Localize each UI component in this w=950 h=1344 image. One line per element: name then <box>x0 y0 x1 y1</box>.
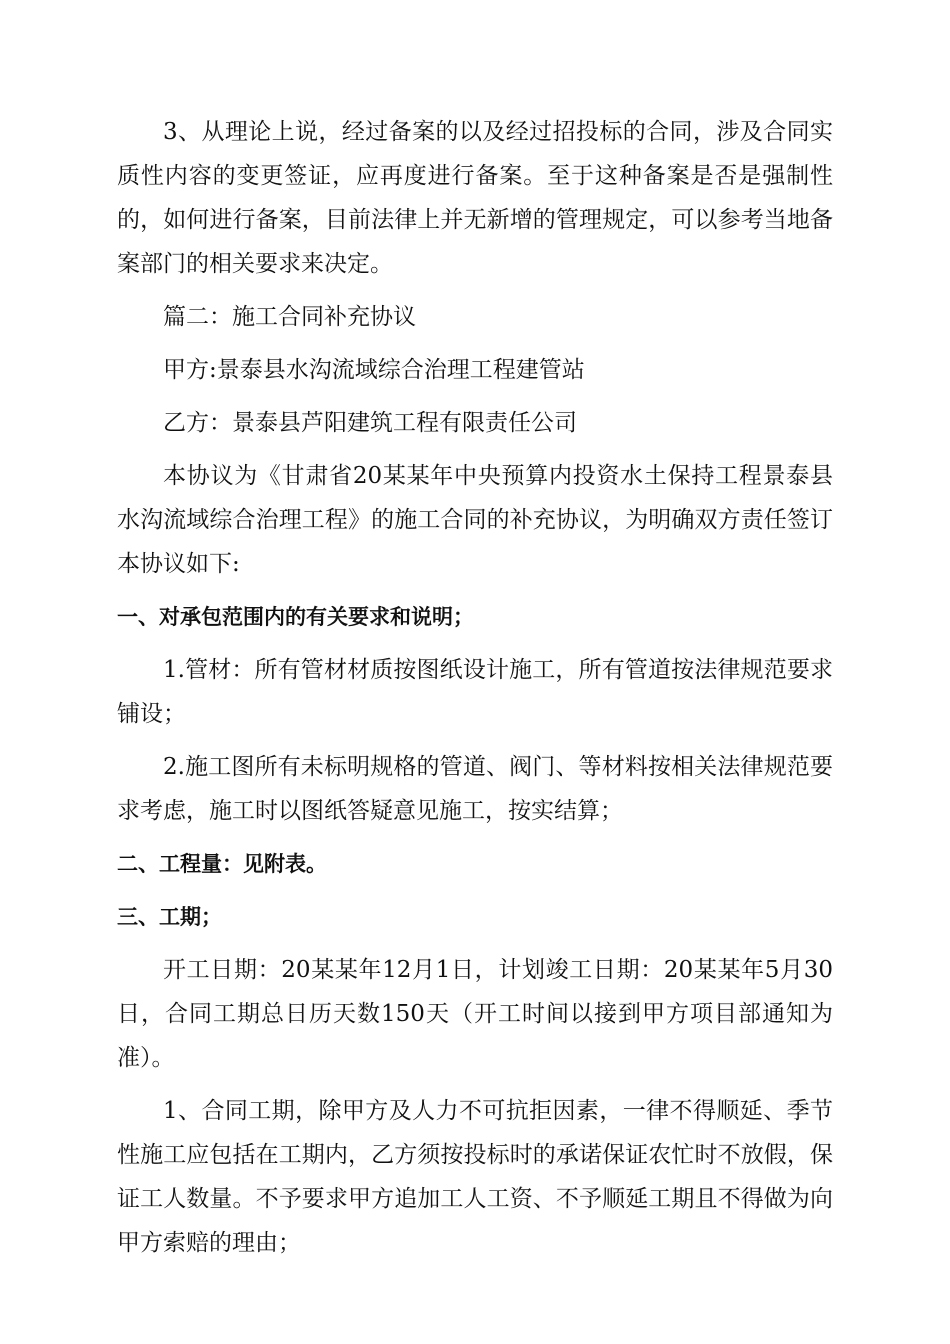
paragraph-pipe-materials: 1.管材：所有管材材质按图纸设计施工，所有管道按法律规范要求铺设； <box>117 657 833 727</box>
party-a: 甲方:景泰县水沟流域综合治理工程建管站 <box>163 357 585 383</box>
heading-schedule: 三、工期； <box>117 905 222 929</box>
paragraph-unspecified-materials: 2.施工图所有未标明规格的管道、阀门、等材料按相关法律规范要求考虑，施工时以图纸答疑意见施工，按实结算； <box>117 754 833 824</box>
paragraph-agreement-intro: 本协议为《甘肃省20某某年中央预算内投资水土保持工程景泰县水沟流域综合治理工程》的施工合同的补充协议，为明确双方责任签订本协议如下: <box>117 463 833 577</box>
document-page <box>117 110 833 1265</box>
heading-quantities: 二、工程量：见附表。 <box>117 852 327 876</box>
section-title-part-two: 篇二：施工合同补充协议 <box>163 304 416 330</box>
heading-scope-requirements: 一、对承包范围内的有关要求和说明； <box>117 605 474 629</box>
paragraph-dates: 开工日期：20某某年12月1日，计划竣工日期：20某某年5月30日，合同工期总日历天数150天（开工时间以接到甲方项目部通知为准）。 <box>117 957 833 1071</box>
paragraph-schedule-terms: 1、合同工期，除甲方及人力不可抗拒因素，一律不得顺延、季节性施工应包括在工期内，乙方须按投标时的承诺保证农忙时不放假，保证工人数量。不予要求甲方追加工人工资、不予顺延工期且不得做为向甲方索赔的理由； <box>117 1098 833 1256</box>
paragraph-record-filing: 3、从理论上说，经过备案的以及经过招投标的合同，涉及合同实质性内容的变更签证，应再度进行备案。至于这种备案是否是强制性的，如何进行备案，目前法律上并无新增的管理规定，可以参考当地备案部门的相关要求来决定。 <box>117 119 833 277</box>
party-b: 乙方：景泰县芦阳建筑工程有限责任公司 <box>163 410 577 436</box>
